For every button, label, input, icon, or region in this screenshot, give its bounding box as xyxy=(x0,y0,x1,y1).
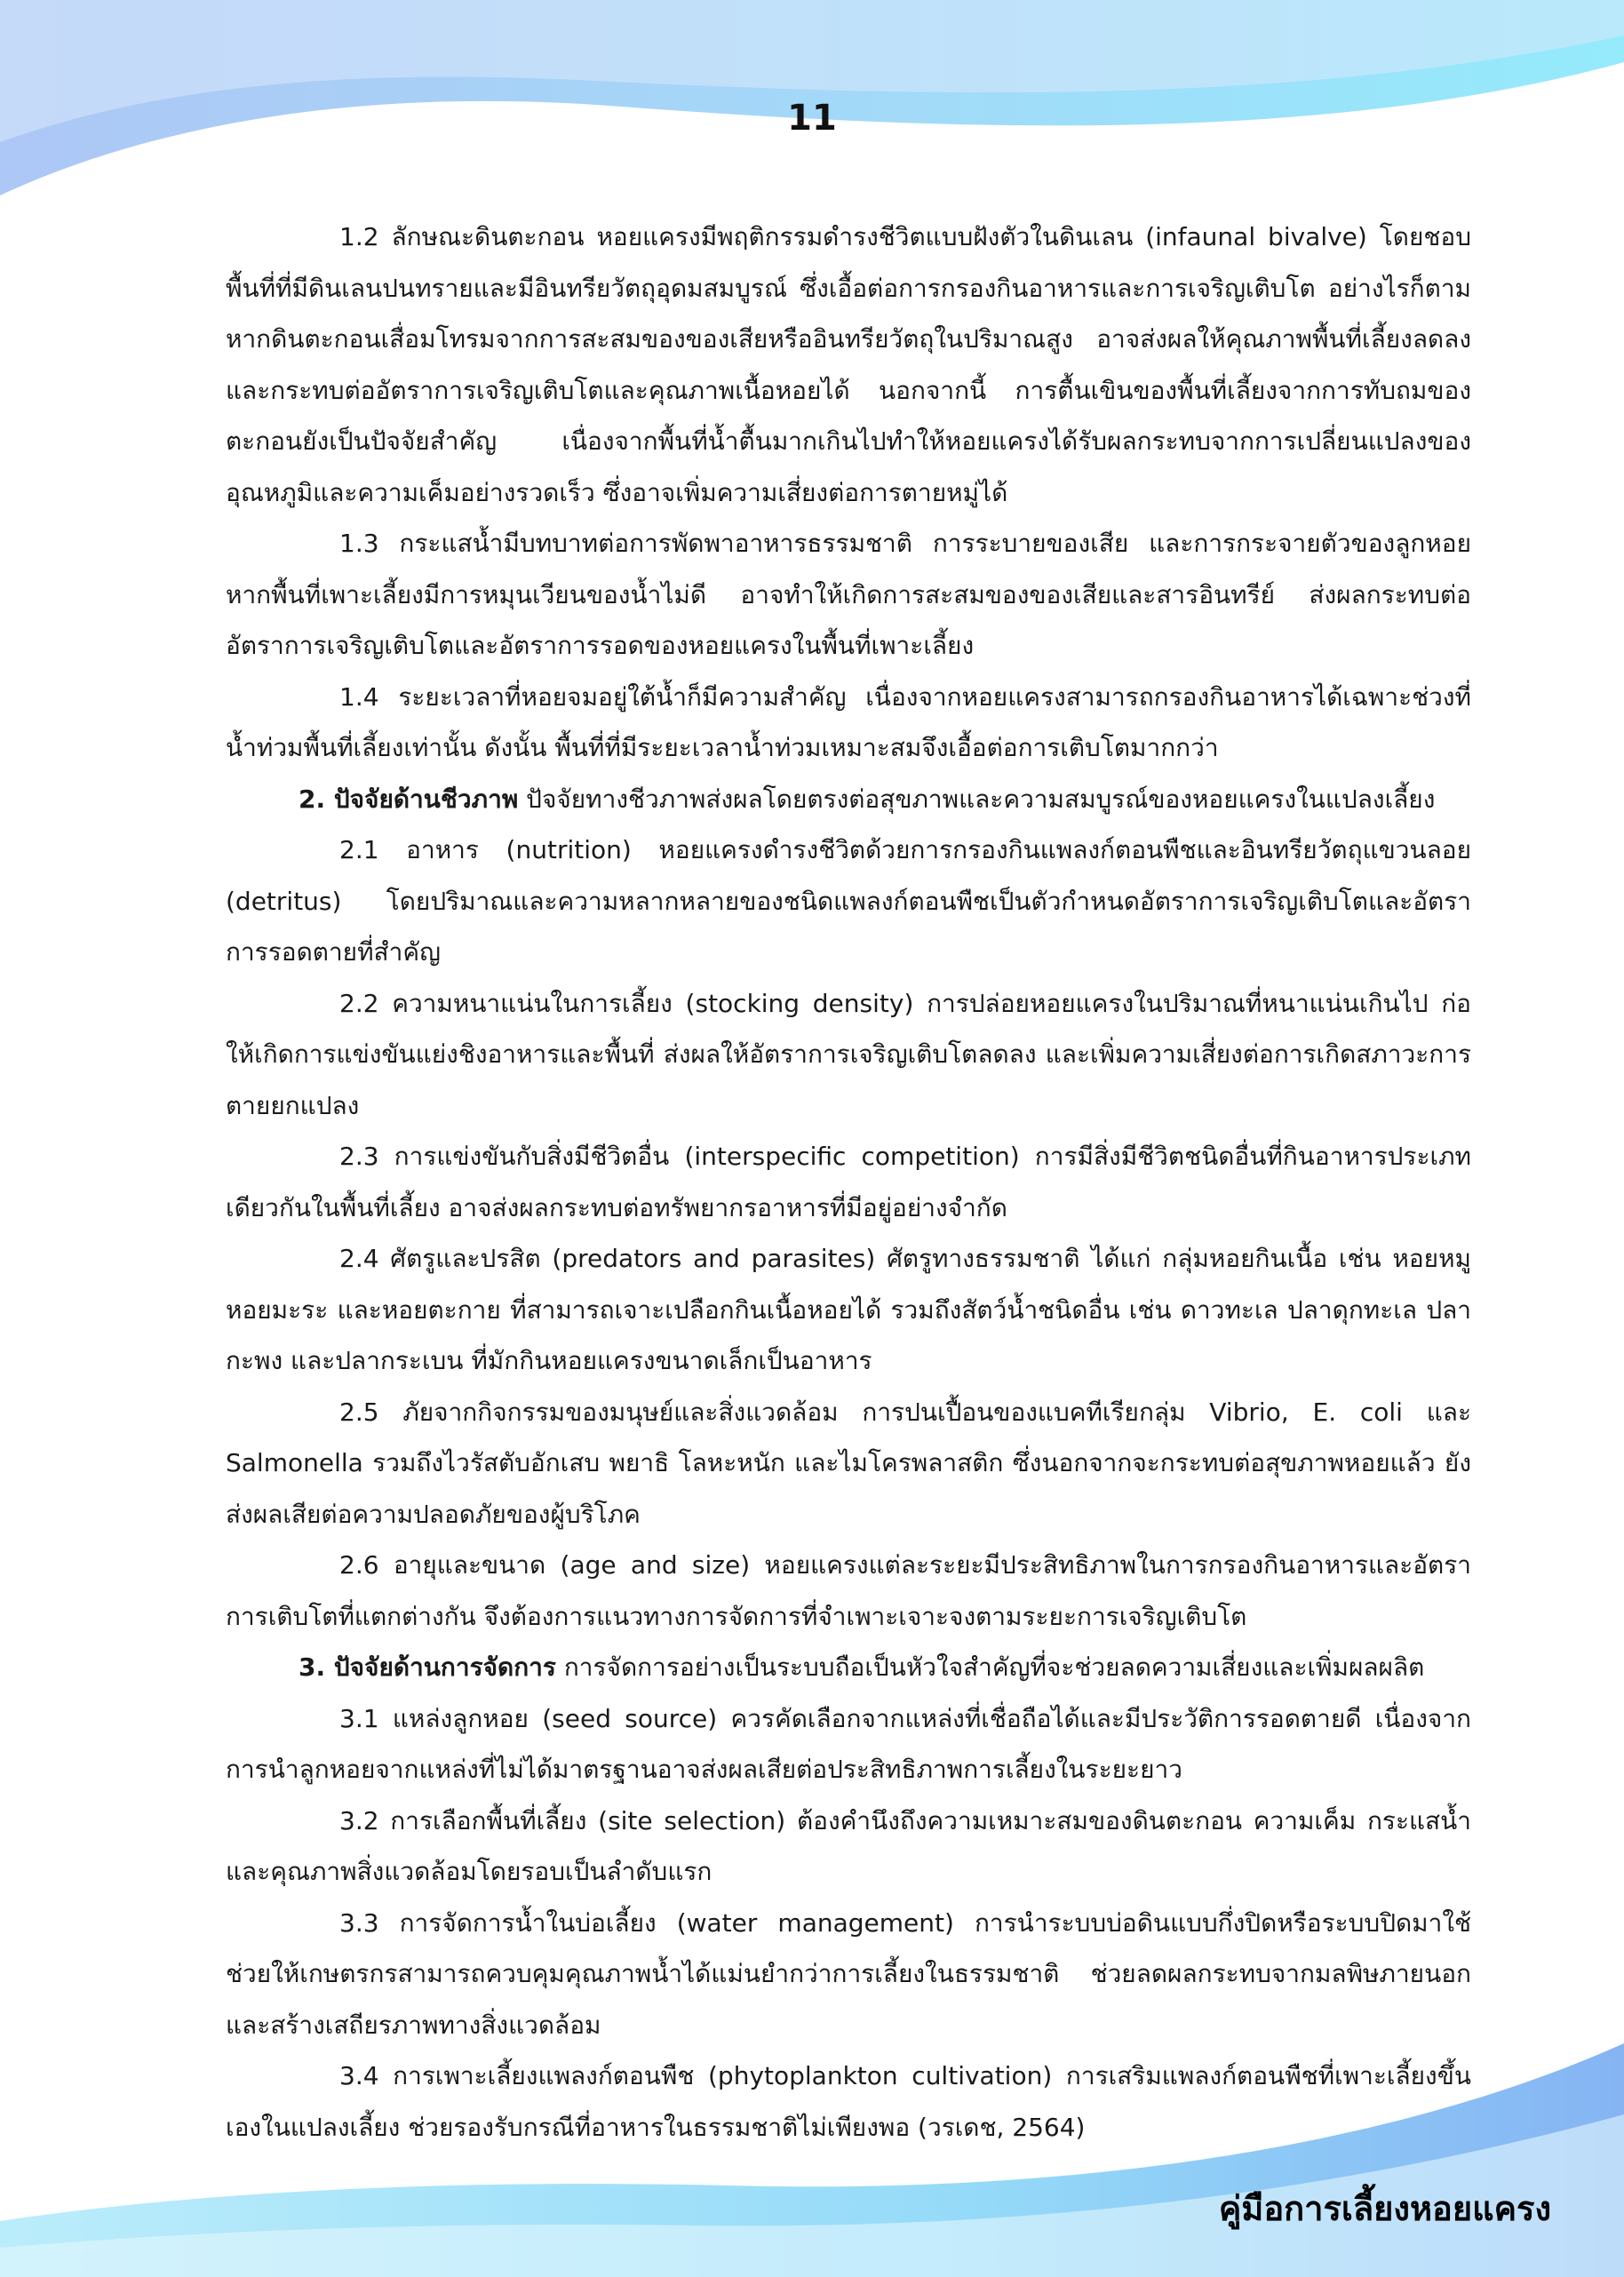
section-3-heading: 3. ปัจจัยด้านการจัดการ การจัดการอย่างเป็นระบบถือเป็นหัวใจสำคัญที่จะช่วยลดความเสี่ยงและเพิ่มผลผลิต xyxy=(299,1652,1425,1682)
paragraph-2-4: 2.4 ศัตรูและปรสิต (predators and parasites) ศัตรูทางธรรมชาติ ได้แก่ กลุ่มหอยกินเนื้อ เช่น หอยหมู หอยมะระ และหอยตะกาย ที่สามารถเจาะเปลือกกินเนื้อหอยได้ รวมถึงสัตว์น้ำชนิดอื่น เช่น ดาวทะเล ปลาดุกทะเล ปลากะพง และปลากระเบน ที่มักกินหอยแครงขนาดเล็กเป็นอาหาร xyxy=(226,1244,1471,1375)
paragraph-3-2: 3.2 การเลือกพื้นที่เลี้ยง (site selection) ต้องคำนึงถึงความเหมาะสมของดินตะกอน ความเค็ม กระแสน้ำ และคุณภาพสิ่งแวดล้อมโดยรอบเป็นลำดับแรก xyxy=(226,1805,1471,1886)
paragraph-3-4: 3.4 การเพาะเลี้ยงแพลงก์ตอนพืช (phytoplankton cultivation) การเสริมแพลงก์ตอนพืชที่เพาะเลี้ยงขึ้นเองในแปลงเลี้ยง ช่วยรองรับกรณีที่อาหารในธรรมชาติไม่เพียงพอ (วรเดช, 2564) xyxy=(226,2061,1471,2142)
footer-title: คู่มือการเลี้ยงหอยแครง xyxy=(1218,2189,1551,2228)
paragraph-1-4: 1.4 ระยะเวลาที่หอยจมอยู่ใต้น้ำก็มีความสำคัญ เนื่องจากหอยแครงสามารถกรองกินอาหารได้เฉพาะช่วงที่น้ำท่วมพื้นที่เลี้ยงเท่านั้น ดังนั้น พื้นที่ที่มีระยะเวลาน้ำท่วมเหมาะสมจึงเอื้อต่อการเติบโตมากกว่า xyxy=(226,681,1471,762)
section-2-title: 2. ปัจจัยด้านชีวภาพ xyxy=(299,784,519,814)
paragraph-2-5: 2.5 ภัยจากกิจกรรมของมนุษย์และสิ่งแวดล้อม การปนเปื้อนของแบคทีเรียกลุ่ม Vibrio, E. coli และ Salmonella รวมถึงไวรัสตับอักเสบ พยาธิ โลหะหนัก และไมโครพลาสติก ซึ่งนอกจากจะกระทบต่อสุขภาพหอยแล้ว ยังส่งผลเสียต่อความปลอดภัยของผู้บริโภค xyxy=(226,1397,1471,1529)
paragraph-2-3: 2.3 การแข่งขันกับสิ่งมีชีวิตอื่น (interspecific competition) การมีสิ่งมีชีวิตชนิดอื่นที่กินอาหารประเภทเดียวกันในพื้นที่เลี้ยง อาจส่งผลกระทบต่อทรัพยากรอาหารที่มีอยู่อย่างจำกัด xyxy=(226,1142,1471,1222)
document-body xyxy=(226,211,1471,2153)
section-2-heading: 2. ปัจจัยด้านชีวภาพ ปัจจัยทางชีวภาพส่งผลโดยตรงต่อสุขภาพและความสมบูรณ์ของหอยแครงในแปลงเลี้ยง xyxy=(299,784,1436,814)
paragraph-2-6: 2.6 อายุและขนาด (age and size) หอยแครงแต่ละระยะมีประสิทธิภาพในการกรองกินอาหารและอัตราการเติบโตที่แตกต่างกัน จึงต้องการแนวทางการจัดการที่จำเพาะเจาะจงตามระยะการเจริญเติบโต xyxy=(226,1550,1471,1631)
paragraph-1-2: 1.2 ลักษณะดินตะกอน หอยแครงมีพฤติกรรมดำรงชีวิตแบบฝังตัวในดินเลน (infaunal bivalve) โดยชอบพื้นที่ที่มีดินเลนปนทรายและมีอินทรียวัตถุอุดมสมบูรณ์ ซึ่งเอื้อต่อการกรองกินอาหารและการเจริญเติบโต อย่างไรก็ตาม หากดินตะกอนเสื่อมโทรมจากการสะสมของของเสียหรืออินทรียวัตถุในปริมาณสูง อาจส่งผลให้คุณภาพพื้นที่เลี้ยงลดลง และกระทบต่ออัตราการเจริญเติบโตและคุณภาพเนื้อหอยได้ นอกจากนี้ การตื้นเขินของพื้นที่เลี้ยงจากการทับถมของตะกอนยังเป็นปัจจัยสำคัญ เนื่องจากพื้นที่น้ำตื้นมากเกินไปทำให้หอยแครงได้รับผลกระทบจากการเปลี่ยนแปลงของอุณหภูมิและความเค็มอย่างรวดเร็ว ซึ่งอาจเพิ่มความเสี่ยงต่อการตายหมู่ได้ xyxy=(226,222,1471,507)
section-3-title: 3. ปัจจัยด้านการจัดการ xyxy=(299,1652,556,1682)
paragraph-1-3: 1.3 กระแสน้ำมีบทบาทต่อการพัดพาอาหารธรรมชาติ การระบายของเสีย และการกระจายตัวของลูกหอย หากพื้นที่เพาะเลี้ยงมีการหมุนเวียนของน้ำไม่ดี อาจทำให้เกิดการสะสมของของเสียและสารอินทรีย์ ส่งผลกระทบต่ออัตราการเจริญเติบโตและอัตราการรอดของหอยแครงในพื้นที่เพาะเลี้ยง xyxy=(226,529,1471,660)
page-number: 11 xyxy=(787,98,837,139)
paragraph-3-3: 3.3 การจัดการน้ำในบ่อเลี้ยง (water management) การนำระบบบ่อดินแบบกึ่งปิดหรือระบบปิดมาใช้ ช่วยให้เกษตรกรสามารถควบคุมคุณภาพน้ำได้แม่นยำกว่าการเลี้ยงในธรรมชาติ ช่วยลดผลกระทบจากมลพิษภายนอกและสร้างเสถียรภาพทางสิ่งแวดล้อม xyxy=(226,1907,1471,2040)
paragraph-3-1: 3.1 แหล่งลูกหอย (seed source) ควรคัดเลือกจากแหล่งที่เชื่อถือได้และมีประวัติการรอดตายดี เนื่องจากการนำลูกหอยจากแหล่งที่ไม่ได้มาตรฐานอาจส่งผลเสียต่อประสิทธิภาพการเลี้ยงในระยะยาว xyxy=(226,1703,1471,1784)
paragraph-2-2: 2.2 ความหนาแน่นในการเลี้ยง (stocking density) การปล่อยหอยแครงในปริมาณที่หนาแน่นเกินไป ก่อให้เกิดการแข่งขันแย่งชิงอาหารและพื้นที่ ส่งผลให้อัตราการเจริญเติบโตลดลง และเพิ่มความเสี่ยงต่อการเกิดสภาวะการตายยกแปลง xyxy=(226,988,1471,1120)
paragraph-2-1: 2.1 อาหาร (nutrition) หอยแครงดำรงชีวิตด้วยการกรองกินแพลงก์ตอนพืชและอินทรียวัตถุแขวนลอย (detritus) โดยปริมาณและความหลากหลายของชนิดแพลงก์ตอนพืชเป็นตัวกำหนดอัตราการเจริญเติบโตและอัตราการรอดตายที่สำคัญ xyxy=(226,835,1471,967)
